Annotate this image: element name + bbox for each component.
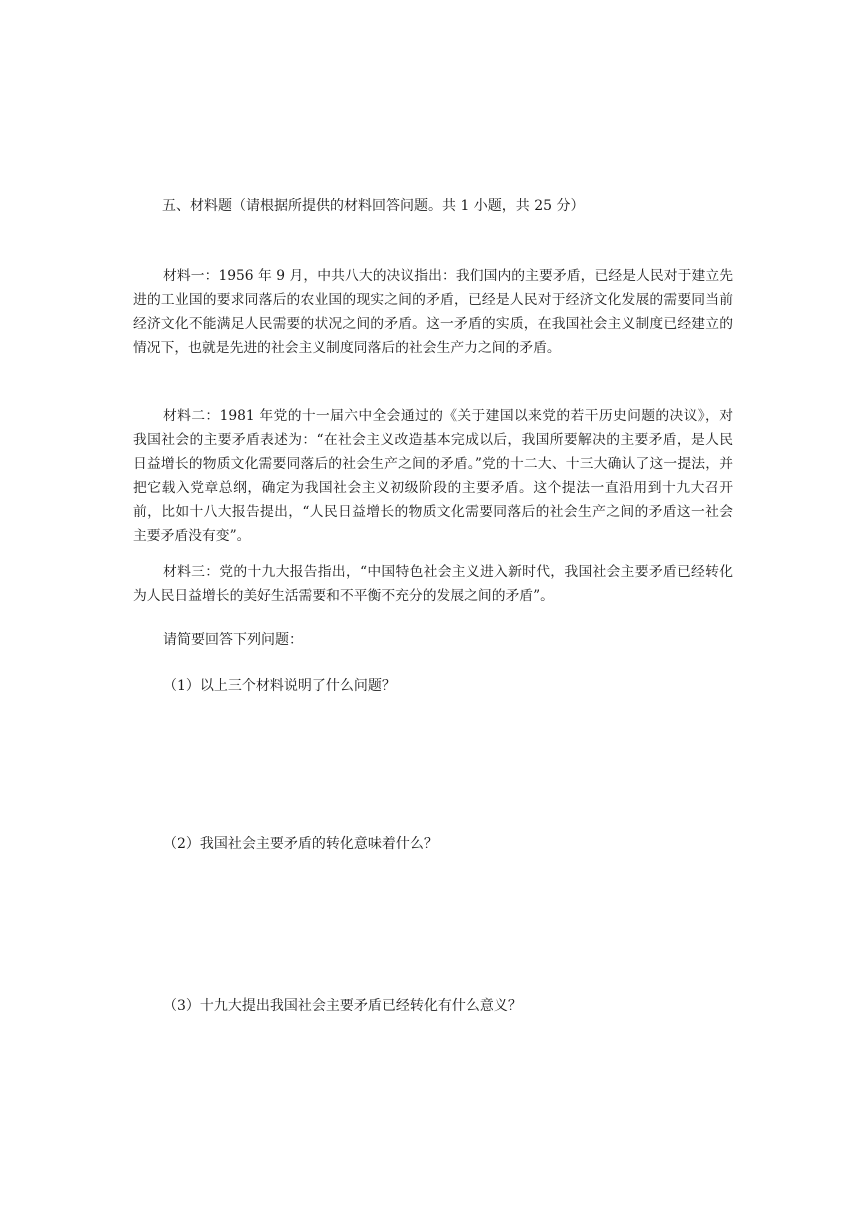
question-3: （3）十九大提出我国社会主要矛盾已经转化有什么意义？ <box>163 998 522 1014</box>
section-title: 五、材料题（请根据所提供的材料回答问题。共 1 小题，共 25 分） <box>162 198 585 214</box>
question-1: （1）以上三个材料说明了什么问题？ <box>163 678 396 694</box>
material-one: 材料一：1956 年 9 月，中共八大的决议指出：我们国内的主要矛盾，已经是人民对于建立先进的工业国的要求同落后的农业国的现实之间的矛盾，已经是人民对于经济文化发展的需要同当前经济文化不能满足人民需要的状况之间的矛盾。这一矛盾的实质，在我国社会主义制度已经建立的情况下，也就是先进的社会主义制度同落后的社会生产力之间的矛盾。 <box>133 268 733 356</box>
question-2: （2）我国社会主要矛盾的转化意味着什么？ <box>163 836 438 852</box>
answer-prompt: 请简要回答下列问题： <box>163 632 303 648</box>
material-three: 材料三：党的十九大报告指出，“中国特色社会主义进入新时代，我国社会主要矛盾已经转化为人民日益增长的美好生活需要和不平衡不充分的发展之间的矛盾”。 <box>133 564 733 604</box>
material-two: 材料二：1981 年党的十一届六中全会通过的《关于建国以来党的若干历史问题的决议》，对我国社会的主要矛盾表述为：“在社会主义改造基本完成以后，我国所要解决的主要矛盾，是人民日益增长的物质文化需要同落后的社会生产之间的矛盾。”党的十二大、十三大确认了这一提法，并把它载入党章总纲，确定为我国社会主义初级阶段的主要矛盾。这个提法一直沿用到十九大召开前，比如十八大报告提出，“人民日益增长的物质文化需要同落后的社会生产之间的矛盾这一社会主要矛盾没有变”。 <box>133 408 733 544</box>
